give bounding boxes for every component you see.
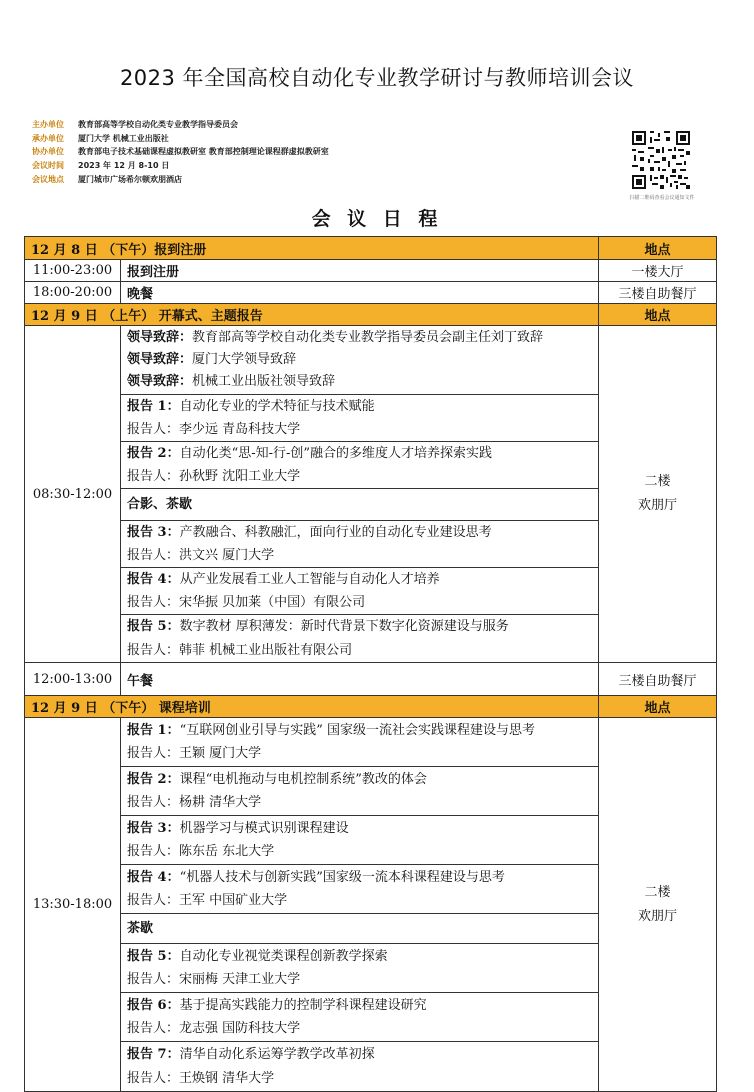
table-row xyxy=(25,282,717,304)
info-row-organizer xyxy=(32,132,592,146)
qr-caption: 扫描二维码查看会议通知文件 xyxy=(629,195,695,201)
table-row xyxy=(25,326,717,663)
section-header-label: 12 月 9 日 （上午） 开幕式、主题报告 xyxy=(25,304,599,326)
info-value: 教育部电子技术基础课程虚拟教研室 教育部控制理论课程群虚拟教研室 xyxy=(78,147,329,157)
talk-block xyxy=(121,395,598,442)
talk-block xyxy=(121,865,598,914)
session-cell xyxy=(121,718,599,1092)
time-cell: 11:00-23:00 xyxy=(25,260,121,282)
info-label: 主办单位 xyxy=(32,120,64,130)
talk-block xyxy=(121,767,598,816)
section-header-label: 12 月 9 日 （下午） 课程培训 xyxy=(25,696,599,718)
talk-title: 报告 7：清华自动化系运筹学教学改革初探 xyxy=(127,1047,375,1062)
talk-speaker: 报告人：宋丽梅 天津工业大学 xyxy=(127,972,301,987)
location-line: 二楼 xyxy=(644,884,671,900)
talk-speaker: 报告人：李少远 青岛科技大学 xyxy=(127,422,301,437)
conference-info xyxy=(32,118,592,186)
talk-block xyxy=(121,944,598,993)
talk-block xyxy=(121,816,598,865)
talk-speaker: 报告人：王颖 厦门大学 xyxy=(127,746,262,761)
break-block xyxy=(121,489,598,521)
location-line: 二楼 xyxy=(644,474,671,489)
page-title: 2023 年全国高校自动化专业教学研讨与教师培训会议 xyxy=(119,66,635,90)
talk-block xyxy=(121,442,598,489)
location-cell: 一楼大厅 xyxy=(599,260,717,282)
location-cell xyxy=(599,326,717,663)
break-label: 合影、茶歇 xyxy=(127,496,193,512)
info-row-date xyxy=(32,159,592,173)
info-label: 会议时间 xyxy=(32,161,64,171)
list-item: 领导致辞：教育部高等学校自动化类专业教学指导委员会副主任刘丁致辞 xyxy=(127,330,544,345)
info-value: 教育部高等学校自动化类专业教学指导委员会 xyxy=(78,120,238,130)
break-label: 茶歇 xyxy=(127,920,154,936)
info-value: 厦门城市广场希尔顿欢朋酒店 xyxy=(78,174,182,184)
info-value: 2023 年 12 月 8-10 日 xyxy=(78,161,170,171)
talk-title: 报告 4：从产业发展看工业人工智能与自动化人才培养 xyxy=(127,572,440,587)
talk-block xyxy=(121,615,598,662)
location-header: 地点 xyxy=(599,237,717,260)
item-cell: 报到注册 xyxy=(121,260,599,282)
time-cell: 08:30-12:00 xyxy=(25,326,121,663)
talk-title: 报告 5：自动化专业视觉类课程创新教学探索 xyxy=(127,948,388,964)
qr-code-icon[interactable] xyxy=(632,131,690,189)
location-header: 地点 xyxy=(599,304,717,326)
time-cell: 12:00-13:00 xyxy=(25,663,121,696)
talk-speaker: 报告人：韩菲 机械工业出版社有限公司 xyxy=(127,642,353,658)
item-cell: 晚餐 xyxy=(121,282,599,304)
location-cell: 三楼自助餐厅 xyxy=(599,282,717,304)
talk-title: 报告 6：基于提高实践能力的控制学科课程建设研究 xyxy=(127,997,427,1013)
talk-title: 报告 5：数字教材 厚积薄发：新时代背景下数字化资源建设与服务 xyxy=(127,619,509,634)
list-item: 领导致辞：厦门大学领导致辞 xyxy=(127,352,297,367)
talk-title: 报告 4：“机器人技术与创新实践”国家级一流本科课程建设与思考 xyxy=(127,869,505,885)
location-cell: 三楼自助餐厅 xyxy=(599,663,717,696)
talk-block xyxy=(121,521,598,568)
talk-title: 报告 2：自动化类“思-知-行-创”融合的多维度人才培养探索实践 xyxy=(127,446,493,461)
info-row-venue xyxy=(32,172,592,186)
info-value: 厦门大学 机械工业出版社 xyxy=(78,133,169,143)
time-cell: 13:30-18:00 xyxy=(25,718,121,1092)
talk-speaker: 报告人：陈东岳 东北大学 xyxy=(127,844,275,859)
info-row-co-organizer xyxy=(32,145,592,159)
section-header-day2-afternoon xyxy=(25,696,717,718)
list-item: 领导致辞：机械工业出版社领导致辞 xyxy=(127,374,336,389)
talk-title: 报告 1：自动化专业的学术特征与技术赋能 xyxy=(127,399,375,414)
break-block xyxy=(121,914,598,944)
section-header-day1 xyxy=(25,237,717,260)
table-row xyxy=(25,260,717,282)
talk-block xyxy=(121,718,598,767)
info-label: 会议地点 xyxy=(32,174,64,184)
section-header-label: 12 月 8 日 （下午）报到注册 xyxy=(25,237,599,260)
session-cell xyxy=(121,326,599,663)
location-header: 地点 xyxy=(599,696,717,718)
talk-speaker: 报告人：王军 中国矿业大学 xyxy=(127,893,288,908)
table-row xyxy=(25,718,717,1092)
schedule-table xyxy=(24,236,717,1092)
talk-speaker: 报告人：孙秋野 沈阳工业大学 xyxy=(127,469,301,484)
table-row xyxy=(25,663,717,696)
talk-speaker: 报告人：杨耕 清华大学 xyxy=(127,795,262,810)
talk-title: 报告 3：产教融合、科教融汇，面向行业的自动化专业建设思考 xyxy=(127,525,492,540)
talk-title: 报告 1：“互联网创业引导与实践” 国家级一流社会实践课程建设与思考 xyxy=(127,722,536,738)
talk-block xyxy=(121,568,598,615)
talk-speaker: 报告人：宋华振 贝加莱（中国）有限公司 xyxy=(127,595,366,610)
location-cell xyxy=(599,718,717,1092)
talk-block xyxy=(121,993,598,1042)
location-line: 欢朋厅 xyxy=(637,498,677,513)
info-label: 承办单位 xyxy=(32,133,64,143)
location-line: 欢朋厅 xyxy=(637,908,677,924)
talk-speaker: 报告人：洪文兴 厦门大学 xyxy=(127,548,275,563)
talk-speaker: 报告人：王焕钢 清华大学 xyxy=(127,1070,275,1086)
talk-block xyxy=(121,1042,598,1091)
schedule-title: 会 议 日 程 xyxy=(311,208,443,230)
talk-title: 报告 2：课程“电机拖动与电机控制系统”教改的体会 xyxy=(127,771,427,787)
item-cell: 午餐 xyxy=(121,663,599,696)
talk-speaker: 报告人：龙志强 国防科技大学 xyxy=(127,1021,301,1036)
talk-title: 报告 3：机器学习与模式识别课程建设 xyxy=(127,820,349,836)
section-header-day2-morning xyxy=(25,304,717,326)
welcome-block xyxy=(121,326,598,395)
info-row-host xyxy=(32,118,592,132)
info-label: 协办单位 xyxy=(32,147,64,157)
time-cell: 18:00-20:00 xyxy=(25,282,121,304)
